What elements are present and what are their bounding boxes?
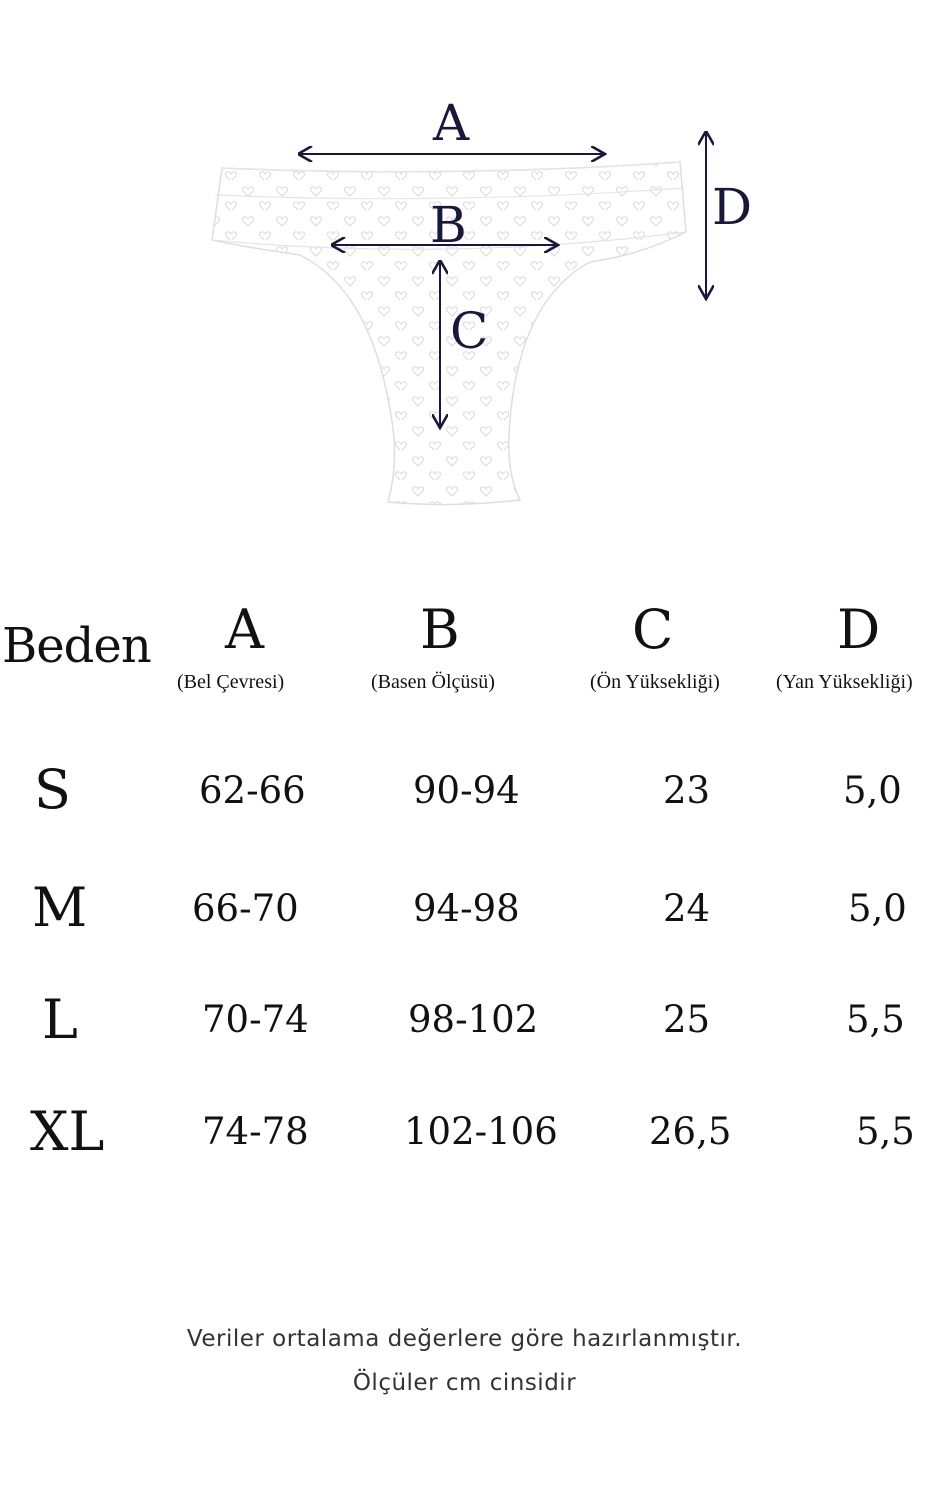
dimension-c-label: C [450, 302, 489, 360]
dimension-b-label: B [430, 196, 467, 254]
table-cell: 98-102 [408, 998, 539, 1041]
dimension-d-label: D [712, 178, 753, 236]
note-units: Ölçüler cm cinsidir [352, 1370, 577, 1396]
table-cell: 90-94 [413, 769, 520, 812]
table-cell: 25 [663, 998, 711, 1041]
size-label-m: M [32, 876, 88, 939]
column-b-subtitle: (Basen Ölçüsü) [371, 671, 495, 693]
table-cell: 5,5 [856, 1110, 915, 1153]
column-c-letter: C [632, 598, 674, 661]
dimension-a-label: A [433, 94, 470, 152]
column-c-subtitle: (Ön Yüksekliği) [590, 671, 720, 693]
table-cell: 70-74 [202, 998, 309, 1041]
size-label-xl: XL [30, 1100, 105, 1163]
column-d-letter: D [837, 598, 881, 661]
table-cell: 94-98 [413, 887, 520, 930]
column-b-letter: B [420, 598, 460, 661]
column-d-subtitle: (Yan Yüksekliği) [776, 671, 913, 693]
size-label-l: L [42, 988, 78, 1051]
table-cell: 5,0 [843, 769, 902, 812]
row-header-beden: Beden [2, 618, 151, 674]
table-cell: 66-70 [192, 887, 299, 930]
column-a-letter: A [225, 598, 264, 661]
size-label-s: S [34, 758, 71, 821]
table-cell: 23 [663, 769, 711, 812]
table-cell: 24 [663, 887, 711, 930]
column-a-subtitle: (Bel Çevresi) [177, 671, 285, 693]
table-cell: 102-106 [404, 1110, 558, 1153]
table-cell: 62-66 [199, 769, 306, 812]
table-cell: 5,5 [846, 998, 905, 1041]
note-average-values: Veriler ortalama değerlere göre hazırlanmıştır. [186, 1326, 743, 1352]
table-cell: 26,5 [649, 1110, 732, 1153]
table-cell: 74-78 [202, 1110, 309, 1153]
table-cell: 5,0 [848, 887, 907, 930]
